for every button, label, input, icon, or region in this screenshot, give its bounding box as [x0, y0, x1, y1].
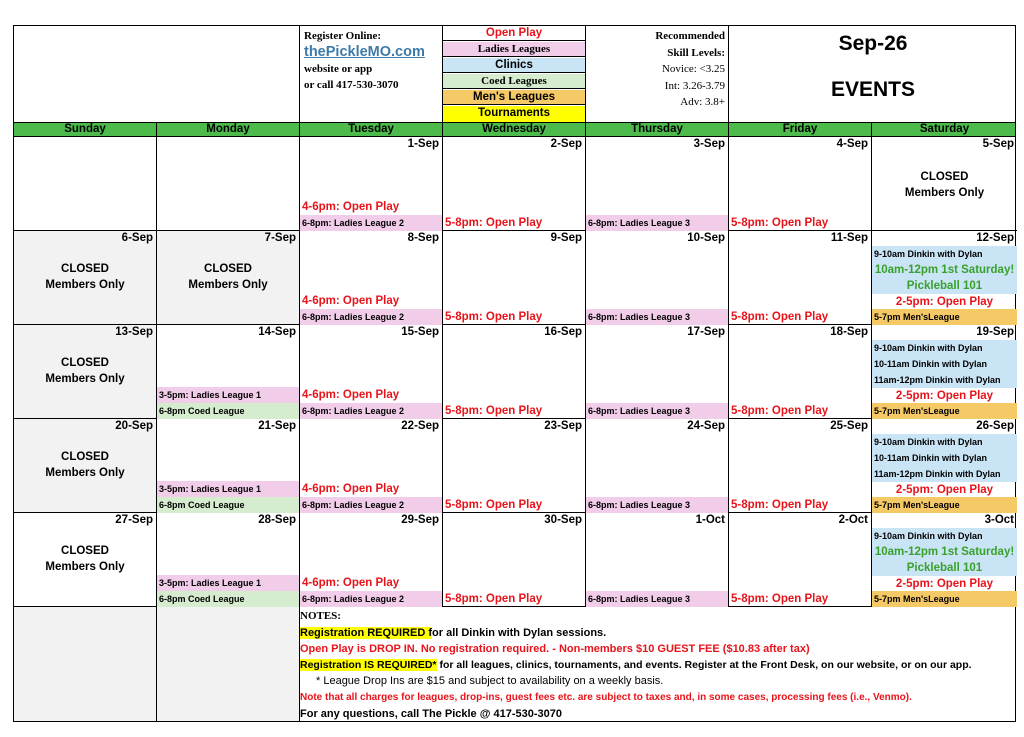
note-dinkin-registration	[300, 626, 606, 641]
day-cell[interactable]	[872, 137, 1017, 231]
date-label: 20-Sep	[115, 420, 153, 432]
event-open-play: 4-6pm: Open Play	[302, 483, 400, 495]
day-cell[interactable]	[586, 419, 729, 513]
day-cell[interactable]	[872, 513, 1017, 607]
event-clinic: 10am-12pm 1st Saturday!	[872, 544, 1017, 560]
date-label: 22-Sep	[401, 420, 439, 432]
day-cell[interactable]	[872, 419, 1017, 513]
day-cell[interactable]	[729, 419, 872, 513]
date-label: 17-Sep	[687, 326, 725, 338]
day-cell[interactable]	[729, 231, 872, 325]
closed-notice	[14, 449, 156, 481]
event-clinic: 10am-12pm 1st Saturday!	[872, 262, 1017, 278]
date-label: 1-Sep	[407, 138, 439, 150]
day-cell[interactable]	[729, 513, 872, 607]
skill-heading-2: Skill Levels:	[667, 46, 725, 59]
event-dinkin: 9-10am Dinkin with Dylan	[872, 434, 1017, 450]
event-dinkin: 10-11am Dinkin with Dylan	[872, 356, 1017, 372]
event-mens-league: 5-7pm Men'sLeague	[872, 497, 1017, 513]
event-clinic: Pickleball 101	[872, 560, 1017, 576]
date-label: 6-Sep	[121, 232, 153, 244]
day-cell[interactable]	[586, 231, 729, 325]
closed-label: CLOSED	[204, 263, 252, 275]
date-label: 25-Sep	[830, 420, 868, 432]
day-saturday: Saturday	[919, 123, 970, 135]
event-ladies-league: 6-8pm: Ladies League 3	[586, 215, 728, 231]
event-ladies-league: 6-8pm: Ladies League 2	[300, 309, 442, 325]
legend-ladies: Ladies Leagues	[443, 42, 585, 57]
event-ladies-league: 3-5pm: Ladies League 1	[157, 481, 299, 497]
day-cell[interactable]	[300, 419, 443, 513]
event-open-play: 2-5pm: Open Play	[895, 296, 994, 308]
event-dinkin: 11am-12pm Dinkin with Dylan	[872, 372, 1017, 388]
events-title: EVENTS	[830, 78, 916, 101]
event-open-play: 2-5pm: Open Play	[895, 390, 994, 402]
date-label: 18-Sep	[830, 326, 868, 338]
register-info	[300, 26, 443, 122]
members-only-label: Members Only	[904, 187, 985, 199]
event-dinkin: 9-10am Dinkin with Dylan	[872, 246, 1017, 262]
date-label: 11-Sep	[830, 232, 868, 244]
date-label: 26-Sep	[976, 420, 1014, 432]
register-app: website or app	[304, 63, 373, 75]
note-drop-ins: * League Drop Ins are $15 and subject to availability on a weekly basis.	[316, 675, 664, 687]
members-only-label: Members Only	[45, 279, 125, 291]
day-cell[interactable]	[443, 419, 586, 513]
date-label: 16-Sep	[544, 326, 582, 338]
day-cell[interactable]	[300, 325, 443, 419]
date-label: 3-Oct	[984, 514, 1014, 526]
legend	[443, 26, 586, 122]
day-cell[interactable]	[157, 513, 300, 607]
date-label: 1-Oct	[695, 514, 725, 526]
day-tuesday: Tuesday	[300, 123, 443, 136]
closed-label: CLOSED	[61, 263, 109, 275]
members-only-label: Members Only	[45, 373, 125, 385]
day-cell[interactable]	[872, 325, 1017, 419]
date-label: 3-Sep	[693, 138, 725, 150]
day-cell[interactable]	[300, 513, 443, 607]
event-ladies-league: 6-8pm: Ladies League 3	[586, 497, 728, 513]
day-cell[interactable]	[586, 137, 729, 231]
skill-levels	[586, 26, 729, 122]
event-open-play: 2-5pm: Open Play	[895, 484, 994, 496]
date-label: 2-Oct	[838, 514, 868, 526]
day-friday: Friday	[729, 123, 872, 136]
skill-int: Int: 3.26-3.79	[664, 79, 725, 92]
event-open-play: 5-8pm: Open Play	[445, 405, 543, 417]
header-blank	[14, 26, 300, 122]
closed-notice	[14, 543, 156, 575]
event-mens-league: 5-7pm Men'sLeague	[872, 309, 1017, 325]
note-contact: For any questions, call The Pickle @ 417-530-3070	[300, 708, 563, 720]
event-open-play: 4-6pm: Open Play	[302, 389, 400, 401]
event-coed-league: 6-8pm Coed League	[157, 403, 299, 419]
event-open-play: 5-8pm: Open Play	[445, 217, 543, 229]
register-label: Register Online:	[304, 30, 382, 42]
event-open-play: 5-8pm: Open Play	[445, 311, 543, 323]
day-cell[interactable]	[729, 325, 872, 419]
day-cell[interactable]	[443, 231, 586, 325]
event-dinkin: 11am-12pm Dinkin with Dylan	[872, 466, 1017, 482]
date-label: 14-Sep	[258, 326, 296, 338]
date-label: 2-Sep	[550, 138, 582, 150]
closed-notice	[14, 261, 156, 293]
event-dinkin: 9-10am Dinkin with Dylan	[872, 528, 1017, 544]
event-open-play: 5-8pm: Open Play	[731, 217, 829, 229]
day-cell[interactable]	[14, 419, 157, 513]
event-open-play: 5-8pm: Open Play	[445, 499, 543, 511]
closed-notice	[14, 355, 156, 387]
legend-open-play: Open Play	[443, 26, 585, 41]
note-open-play: Open Play is DROP IN. No registration required. - Non-members $10 GUEST FEE ($10.83 after tax)	[300, 643, 810, 655]
event-open-play: 5-8pm: Open Play	[731, 405, 829, 417]
notes-filler	[157, 607, 300, 721]
closed-notice	[872, 169, 1017, 201]
day-cell[interactable]	[157, 325, 300, 419]
closed-label: CLOSED	[61, 545, 109, 557]
closed-label: CLOSED	[920, 171, 969, 183]
calendar-sheet	[13, 25, 1016, 722]
members-only-label: Members Only	[188, 279, 268, 291]
date-label: 21-Sep	[258, 420, 296, 432]
day-cell[interactable]	[443, 325, 586, 419]
skill-novice: Novice: <3.25	[661, 63, 725, 75]
date-label: 15-Sep	[401, 326, 439, 338]
skill-heading-1: Recommended	[655, 30, 725, 42]
closed-notice	[157, 261, 299, 293]
event-ladies-league: 6-8pm: Ladies League 2	[300, 403, 442, 419]
day-header-row	[14, 122, 1015, 137]
legend-tournaments: Tournaments	[443, 106, 585, 122]
event-ladies-league: 3-5pm: Ladies League 1	[157, 387, 299, 403]
date-label: 28-Sep	[258, 514, 296, 526]
day-cell[interactable]	[300, 137, 443, 231]
event-coed-league: 6-8pm Coed League	[157, 591, 299, 607]
event-ladies-league: 6-8pm: Ladies League 2	[300, 215, 442, 231]
legend-clinics: Clinics	[443, 58, 585, 73]
date-label: 7-Sep	[264, 232, 296, 244]
date-label: 23-Sep	[544, 420, 582, 432]
event-open-play: 5-8pm: Open Play	[731, 499, 829, 511]
event-ladies-league: 6-8pm: Ladies League 3	[586, 309, 728, 325]
day-cell[interactable]	[586, 325, 729, 419]
event-ladies-league: 6-8pm: Ladies League 2	[300, 591, 442, 607]
event-coed-league: 6-8pm Coed League	[157, 497, 299, 513]
event-open-play: 5-8pm: Open Play	[445, 593, 543, 605]
event-dinkin: 9-10am Dinkin with Dylan	[872, 340, 1017, 356]
event-open-play: 2-5pm: Open Play	[895, 578, 994, 590]
date-label: 24-Sep	[687, 420, 725, 432]
day-cell[interactable]	[14, 231, 157, 325]
closed-label: CLOSED	[61, 451, 109, 463]
day-wednesday: Wednesday	[443, 123, 586, 136]
legend-mens: Men's Leagues	[443, 90, 585, 105]
event-clinic: Pickleball 101	[872, 278, 1017, 294]
event-dinkin: 10-11am Dinkin with Dylan	[872, 450, 1017, 466]
event-mens-league: 5-7pm Men'sLeague	[872, 591, 1017, 607]
note-highlight: Registration IS REQUIRED*	[300, 659, 437, 671]
event-open-play: 4-6pm: Open Play	[302, 577, 400, 589]
date-label: 13-Sep	[115, 326, 153, 338]
note-highlight: Registration REQUIRED f	[300, 627, 433, 639]
event-ladies-league: 6-8pm: Ladies League 3	[586, 403, 728, 419]
date-label: 30-Sep	[544, 514, 582, 526]
day-sunday: Sunday	[14, 123, 157, 136]
event-mens-league: 5-7pm Men'sLeague	[872, 403, 1017, 419]
month-title: Sep-26	[838, 32, 908, 55]
event-ladies-league: 6-8pm: Ladies League 3	[586, 591, 728, 607]
event-ladies-league: 6-8pm: Ladies League 2	[300, 497, 442, 513]
event-open-play: 5-8pm: Open Play	[731, 593, 829, 605]
event-ladies-league: 3-5pm: Ladies League 1	[157, 575, 299, 591]
event-open-play: 5-8pm: Open Play	[731, 311, 829, 323]
closed-label: CLOSED	[61, 357, 109, 369]
day-cell[interactable]	[443, 137, 586, 231]
day-cell[interactable]	[443, 513, 586, 607]
day-cell[interactable]	[157, 231, 300, 325]
legend-coed: Coed Leagues	[443, 74, 585, 89]
day-cell[interactable]	[729, 137, 872, 231]
date-label: 12-Sep	[976, 232, 1014, 244]
day-cell[interactable]	[300, 231, 443, 325]
title-block	[729, 26, 1017, 122]
event-open-play: 4-6pm: Open Play	[302, 295, 400, 307]
day-monday: Monday	[157, 123, 300, 136]
event-open-play: 4-6pm: Open Play	[302, 201, 400, 213]
members-only-label: Members Only	[45, 467, 125, 479]
notes-title: NOTES:	[300, 610, 341, 622]
day-cell[interactable]	[872, 231, 1017, 325]
note-registration-required	[300, 658, 972, 673]
date-label: 4-Sep	[836, 138, 868, 150]
day-cell[interactable]	[157, 419, 300, 513]
skill-adv: Adv: 3.8+	[680, 96, 725, 108]
note-taxes: Note that all charges for leagues, drop-ins, guest fees etc. are subject to taxes and, in some cases, processing fees (i.e., Venmo).	[300, 692, 912, 703]
date-label: 27-Sep	[115, 514, 153, 526]
date-label: 5-Sep	[982, 138, 1014, 150]
date-label: 19-Sep	[976, 326, 1014, 338]
date-label: 29-Sep	[401, 514, 439, 526]
register-phone: or call 417-530-3070	[304, 79, 399, 91]
day-cell[interactable]	[14, 513, 157, 607]
day-cell-empty	[157, 137, 300, 231]
date-label: 8-Sep	[407, 232, 439, 244]
website-link[interactable]: thePickleMO.com	[304, 44, 425, 60]
date-label: 9-Sep	[550, 232, 582, 244]
day-thursday: Thursday	[586, 123, 729, 136]
note-text: or all Dinkin with Dylan sessions.	[432, 627, 607, 639]
notes-filler	[14, 607, 157, 721]
day-cell[interactable]	[14, 325, 157, 419]
note-text: for all leagues, clinics, tournaments, and events. Register at the Front Desk, on our website, or on our app.	[436, 659, 972, 671]
members-only-label: Members Only	[45, 561, 125, 573]
date-label: 10-Sep	[687, 232, 725, 244]
day-cell-empty	[14, 137, 157, 231]
day-cell[interactable]	[586, 513, 729, 607]
